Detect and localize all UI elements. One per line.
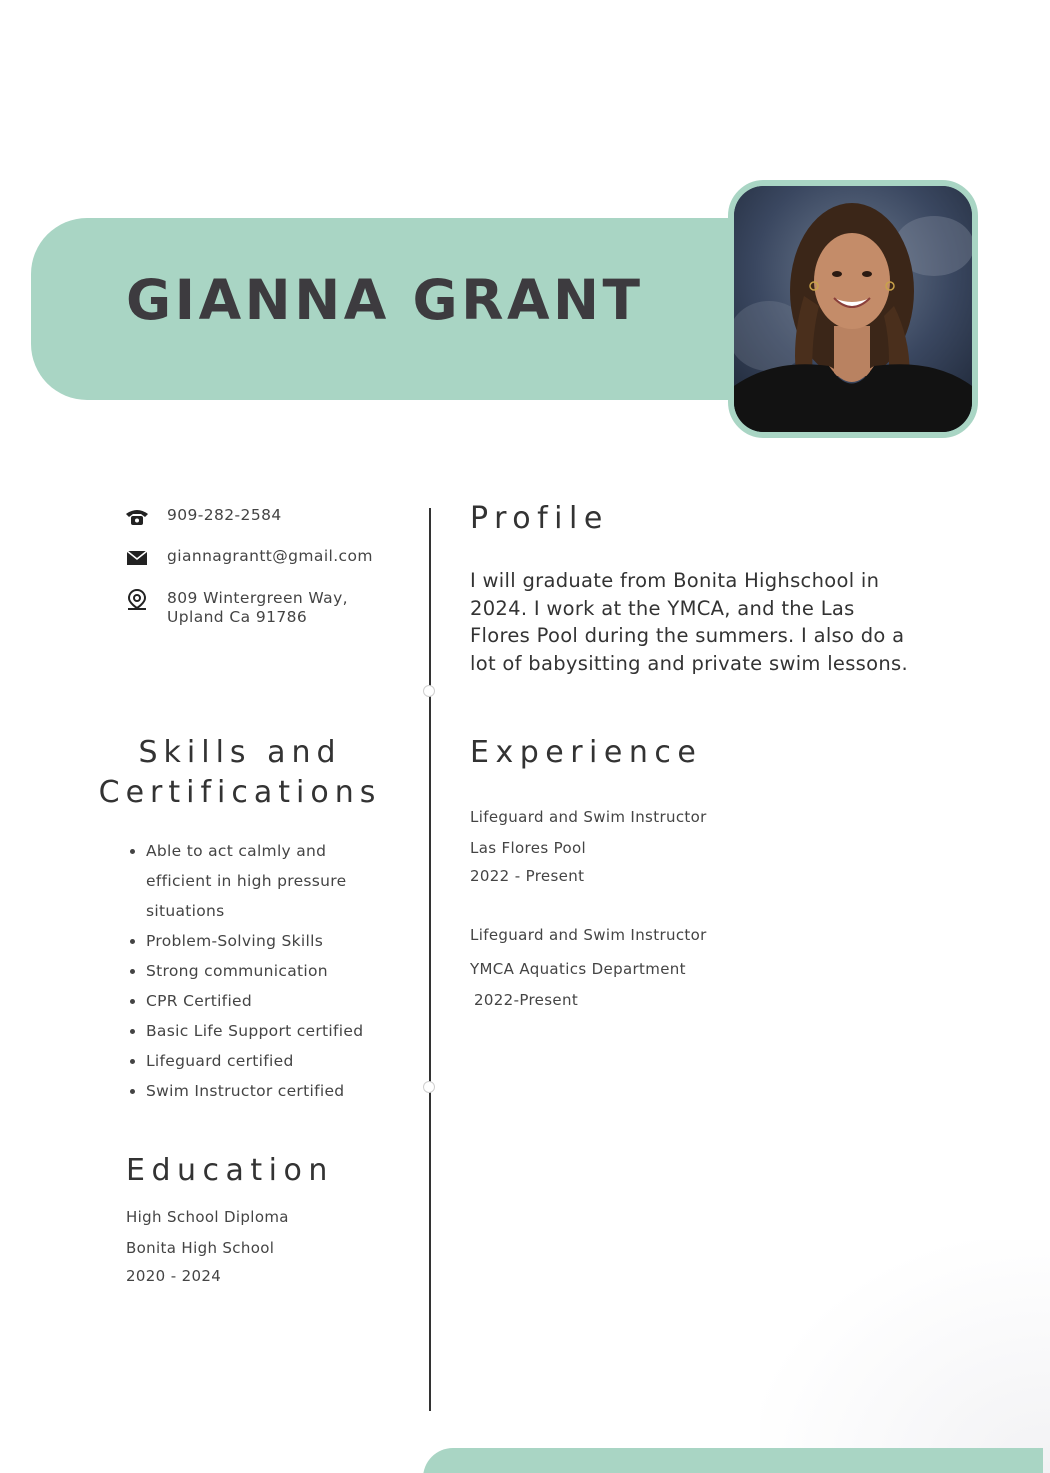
address [167, 589, 348, 627]
education-school: Bonita High School [126, 1239, 275, 1257]
candidate-name: GIANNA GRANT [126, 268, 644, 332]
job-role: Lifeguard and Swim Instructor [470, 808, 707, 826]
address-line-2: Upland Ca 91786 [167, 608, 308, 626]
education-degree: High School Diploma [126, 1208, 289, 1226]
skill-item: • Basic Life Support certified [146, 1016, 396, 1046]
phone-number: 909-282-2584 [167, 506, 282, 524]
education-years: 2020 - 2024 [126, 1267, 222, 1285]
profile-photo [728, 180, 978, 438]
divider-dot [423, 685, 435, 697]
skills-list [126, 836, 396, 1106]
contact-address [125, 589, 348, 627]
job-place: Las Flores Pool [470, 839, 587, 857]
column-divider [429, 508, 431, 1411]
job-dates: 2022 - Present [470, 867, 585, 885]
skill-item: • CPR Certified [146, 986, 396, 1016]
experience-heading: Experience [470, 735, 703, 770]
divider-dot [423, 1081, 435, 1093]
job-dates: 2022-Present [474, 991, 579, 1009]
skills-heading-line2: Certifications [98, 775, 382, 810]
skill-item: • Strong communication [146, 956, 396, 986]
corner-shading [760, 1240, 1050, 1473]
job-place: YMCA Aquatics Department [470, 960, 686, 978]
skill-item: • Swim Instructor certified [146, 1076, 396, 1106]
skill-item: • Lifeguard certified [146, 1046, 396, 1076]
contact-phone [125, 506, 282, 528]
footer-band [423, 1448, 1043, 1473]
job-role: Lifeguard and Swim Instructor [470, 926, 707, 944]
email-address: giannagrantt@gmail.com [167, 547, 373, 565]
education-heading: Education [126, 1153, 334, 1188]
phone-icon [125, 506, 149, 528]
portrait-image [734, 186, 972, 432]
address-line-1: 809 Wintergreen Way, [167, 589, 348, 607]
skill-item: • Problem-Solving Skills [146, 926, 396, 956]
email-icon [125, 547, 149, 569]
profile-text: I will graduate from Bonita Highschool in 2024. I work at the YMCA, and the Las Flores Pool during the summers. I also do a lot of babysitting and private swim lessons. [470, 569, 908, 675]
contact-email [125, 547, 373, 569]
skills-heading-line1: Skills and [138, 735, 342, 770]
location-icon [125, 589, 149, 611]
skills-heading [98, 733, 382, 813]
skill-item: • Able to act calmly and efficient in high pressure situations [146, 836, 396, 926]
profile-heading: Profile [470, 501, 609, 536]
